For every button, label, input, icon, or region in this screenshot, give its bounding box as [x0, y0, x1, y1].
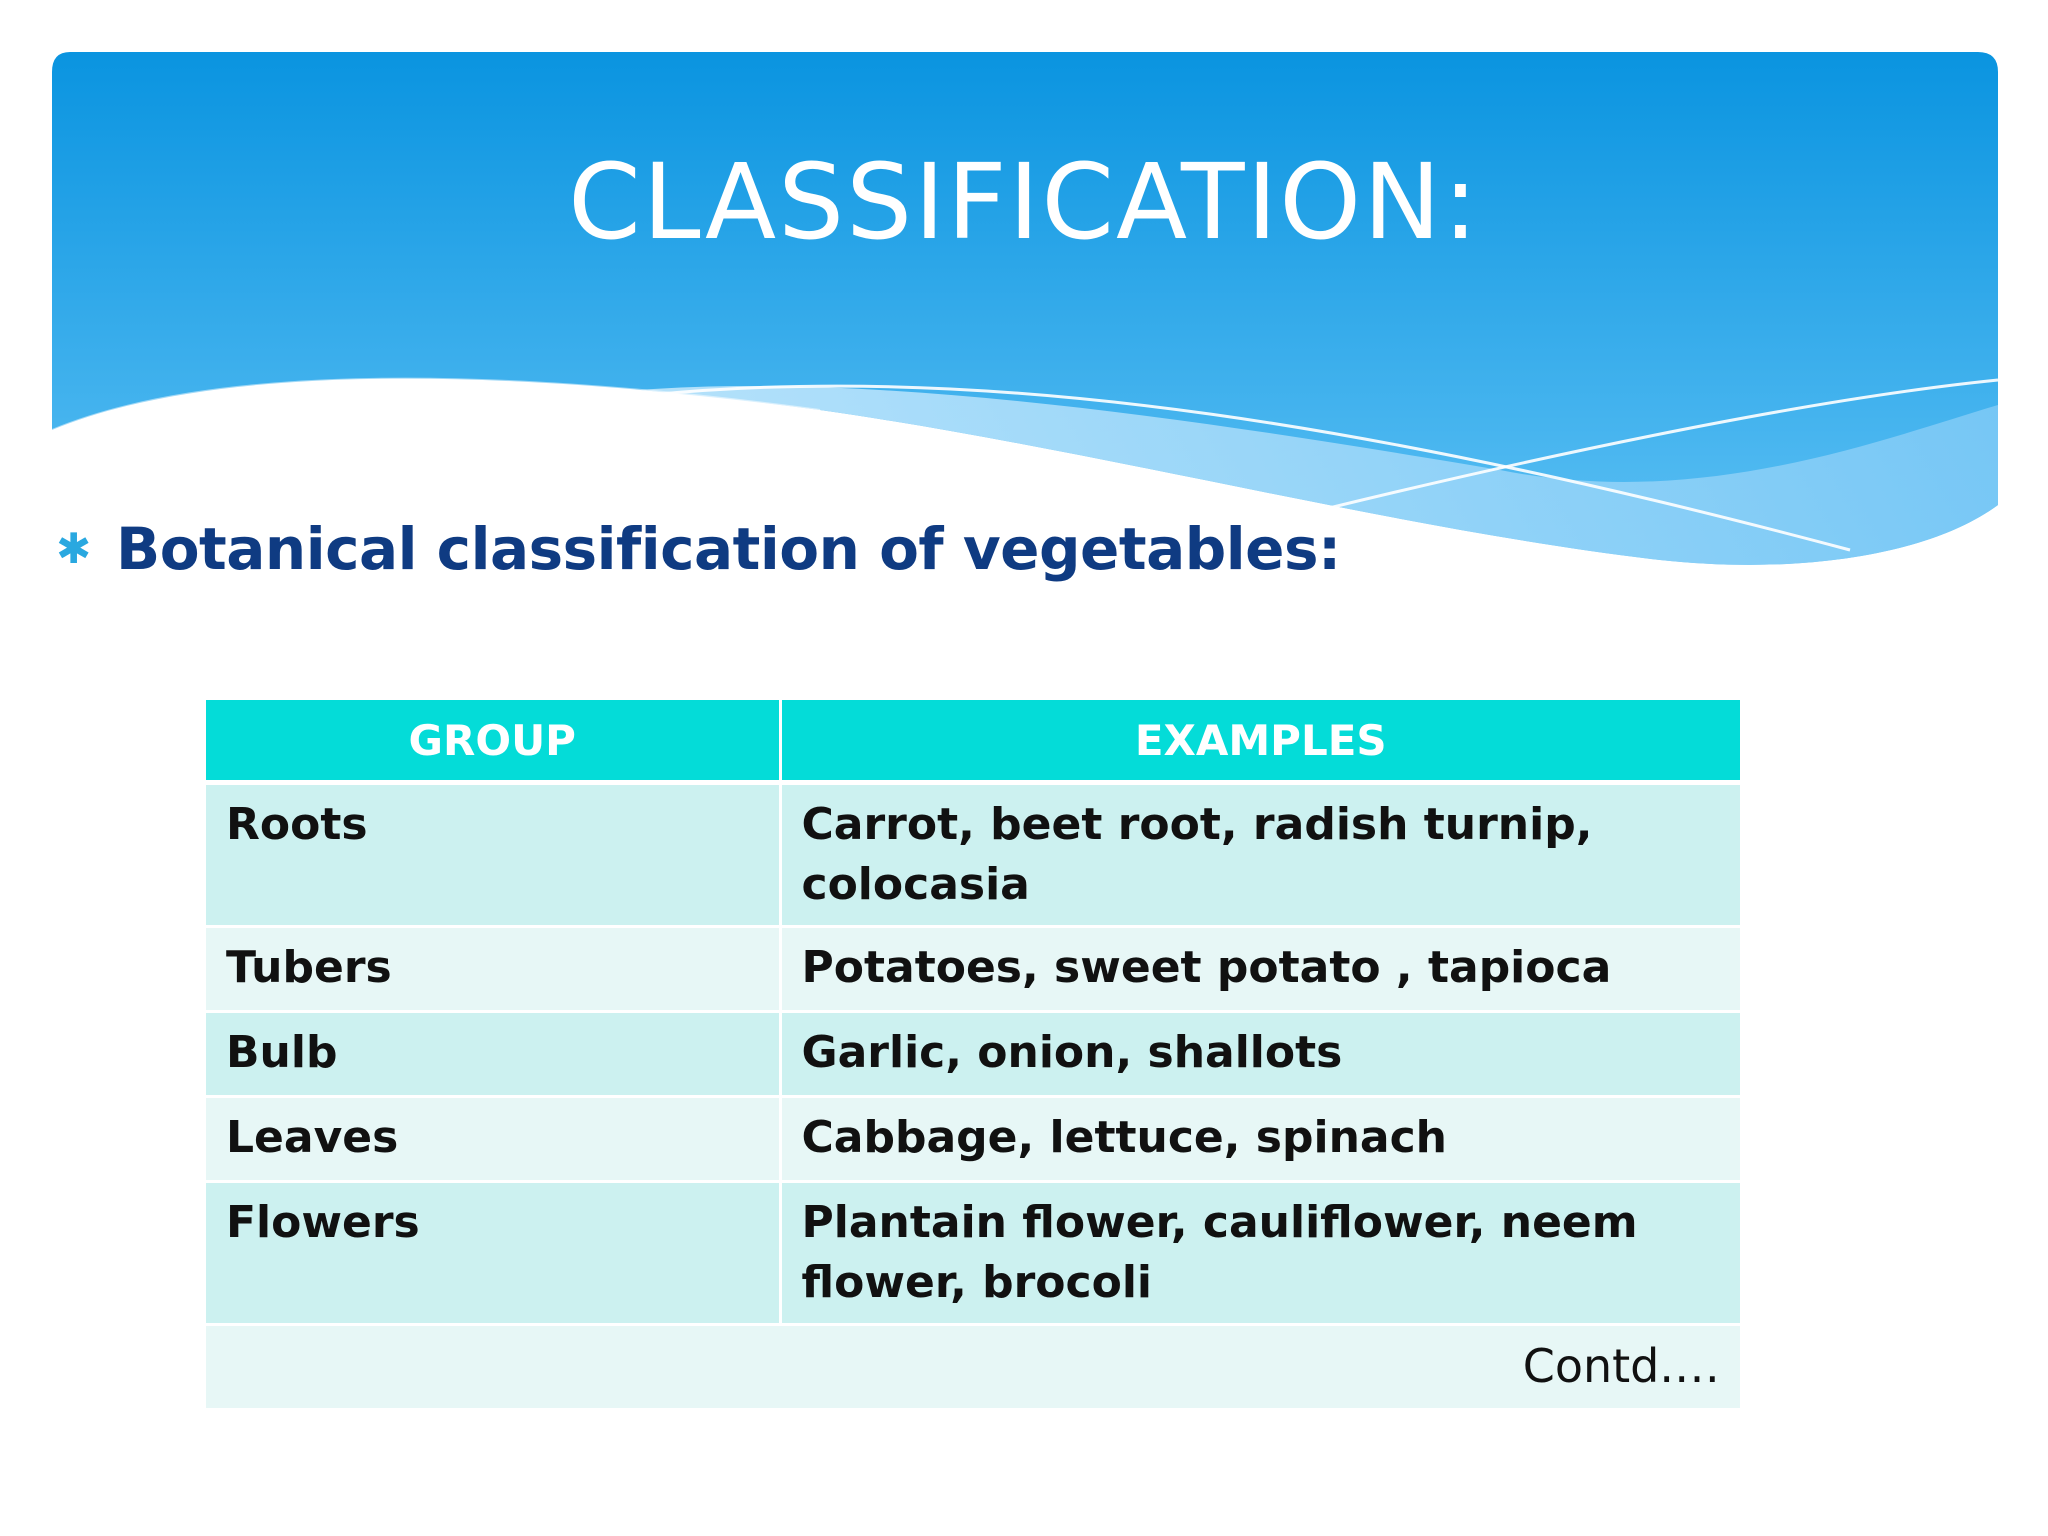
examples-cell: Potatoes, sweet potato , tapioca — [780, 927, 1740, 1012]
table-footer-row — [206, 1325, 1740, 1410]
table-row — [206, 927, 1740, 1012]
bullet-point — [56, 515, 1341, 583]
group-cell: Flowers — [206, 1182, 780, 1325]
table-row — [206, 1182, 1740, 1325]
bullet-text: Botanical classification of vegetables: — [116, 515, 1341, 583]
asterisk-bullet-icon: ✱ — [56, 524, 92, 573]
slide-title: CLASSIFICATION: — [568, 141, 1480, 263]
group-cell: Tubers — [206, 927, 780, 1012]
table-row — [206, 1097, 1740, 1182]
examples-cell: Carrot, beet root, radish turnip, colocasia — [780, 783, 1740, 927]
group-cell: Roots — [206, 783, 780, 927]
table-header-row — [206, 700, 1740, 783]
group-cell: Leaves — [206, 1097, 780, 1182]
examples-cell: Garlic, onion, shallots — [780, 1012, 1740, 1097]
group-cell: Bulb — [206, 1012, 780, 1097]
column-header-examples: EXAMPLES — [780, 700, 1740, 783]
examples-cell: Plantain flower, cauliflower, neem flower, brocoli — [780, 1182, 1740, 1325]
table-row — [206, 783, 1740, 927]
column-header-group: GROUP — [206, 700, 780, 783]
vegetable-classification-table — [206, 700, 1740, 1411]
examples-cell: Cabbage, lettuce, spinach — [780, 1097, 1740, 1182]
table-row — [206, 1012, 1740, 1097]
continued-label: Contd.… — [206, 1325, 1740, 1410]
